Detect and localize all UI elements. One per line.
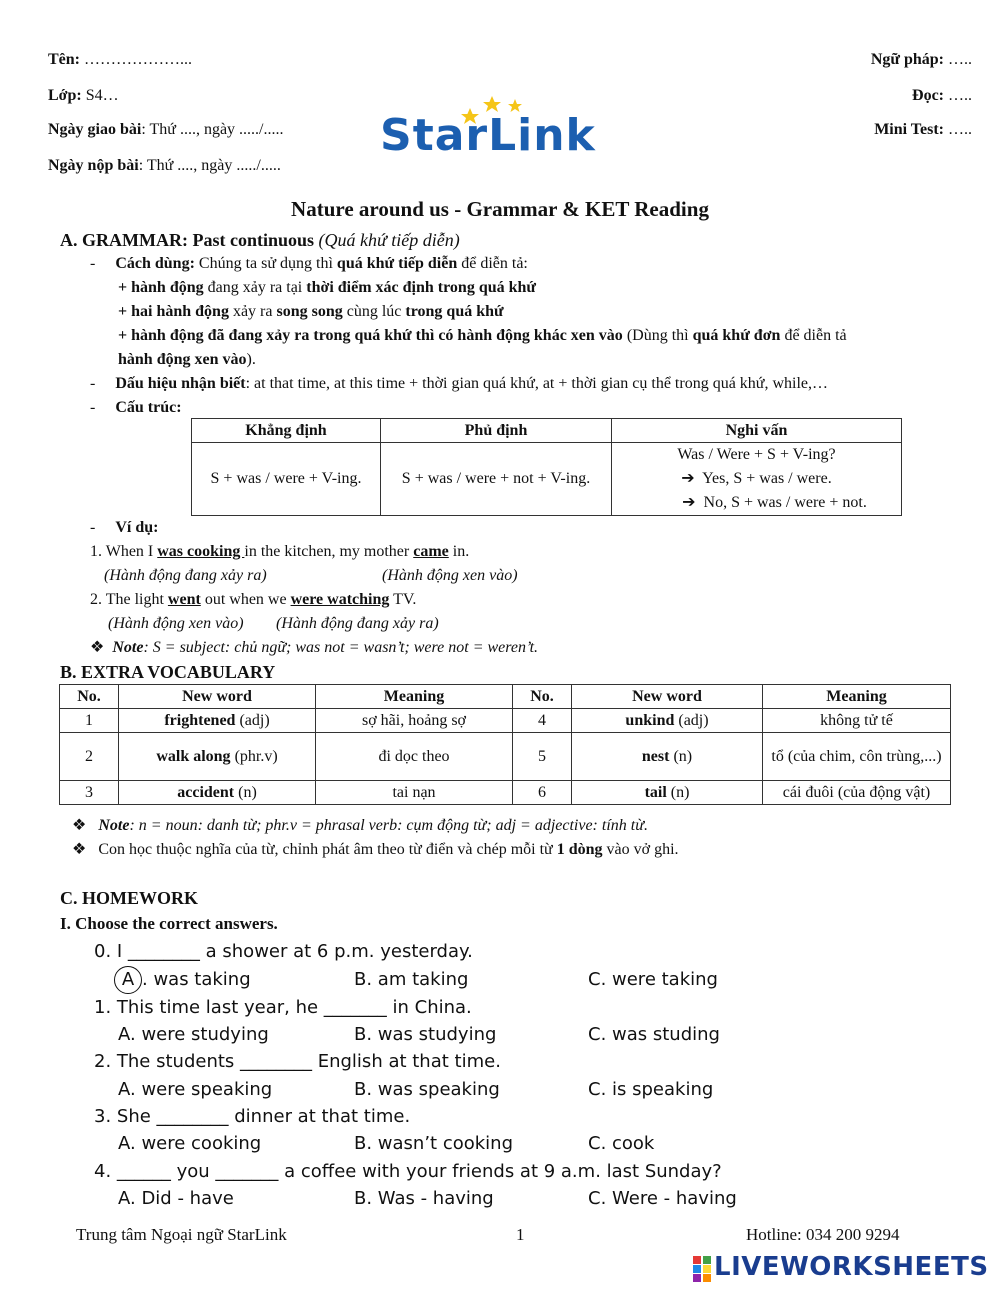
assign-date-field: Ngày giao bài: Thứ ...., ngày ...../.....	[48, 121, 284, 138]
table-header: Nghi vấn	[612, 419, 902, 443]
q4-option-c[interactable]: C. Were - having	[588, 1188, 737, 1209]
page-title: Nature around us - Grammar & KET Reading	[291, 197, 709, 221]
q3-option-a[interactable]: A. were cooking	[118, 1133, 262, 1154]
vocab-note: ❖ Note: n = noun: danh từ; phr.v = phrasal verb: cụm động từ; adj = adjective: tính từ.	[72, 817, 648, 834]
arrow-icon: ➔	[681, 470, 695, 487]
usage-point-1: + hành động đang xảy ra tại thời điểm xác định trong quá khứ	[118, 279, 537, 296]
example-1: 1. When I was cooking in the kitchen, my mother came in.	[90, 543, 470, 560]
table-header: Meaning	[316, 685, 513, 709]
example-2-note-b: (Hành động đang xảy ra)	[276, 615, 439, 632]
q0-option-a[interactable]: A . was taking	[118, 966, 251, 994]
table-row: 2 walk along (phr.v) đi dọc theo 5 nest (n) tổ (của chim, côn trùng,...)	[60, 733, 951, 781]
question-0: 0. I ________ a shower at 6 p.m. yesterday.	[94, 941, 473, 962]
starlink-logo	[380, 94, 620, 166]
q0-option-b[interactable]: B. am taking	[354, 969, 469, 990]
question-1: 1. This time last year, he _______ in China.	[94, 997, 472, 1018]
q3-option-b[interactable]: B. wasn’t cooking	[354, 1133, 514, 1154]
diamond-icon: ❖	[72, 841, 87, 858]
q1-option-b[interactable]: B. was studying	[354, 1024, 497, 1045]
table-header: No.	[513, 685, 572, 709]
table-header: No.	[60, 685, 119, 709]
structure-line: - Cấu trúc:	[90, 399, 182, 416]
diamond-icon: ❖	[90, 639, 105, 656]
signal-line: - Dấu hiệu nhận biết: at that time, at this time + thời gian quá khứ, at + thời gian cụ thể trong quá khứ, while,…	[90, 375, 829, 392]
q4-option-a[interactable]: A. Did - have	[118, 1188, 234, 1209]
table-header: New word	[119, 685, 316, 709]
usage-line: - Cách dùng: Chúng ta sử dụng thì quá khứ tiếp diễn để diễn tả:	[90, 255, 528, 272]
usage-point-2: + hai hành động xảy ra song song cùng lúc trong quá khứ	[118, 303, 504, 320]
arrow-icon: ➔	[682, 494, 696, 511]
table-header: New word	[572, 685, 763, 709]
footer-center-name: Trung tâm Ngoại ngữ StarLink	[76, 1225, 287, 1244]
question-2: 2. The students ________ English at that time.	[94, 1051, 501, 1072]
liveworksheets-watermark: LIVEWORKSHEETS	[714, 1252, 989, 1282]
table-header: Meaning	[763, 685, 951, 709]
example-2-note-a: (Hành động xen vào)	[108, 615, 244, 632]
q3-option-c[interactable]: C. cook	[588, 1133, 655, 1154]
homework-heading: C. HOMEWORK	[60, 888, 198, 908]
vocab-table	[59, 684, 951, 805]
q2-option-c[interactable]: C. is speaking	[588, 1079, 714, 1100]
table-row: 3 accident (n) tai nạn 6 tail (n) cái đuôi (của động vật)	[60, 781, 951, 805]
selected-answer-circle: A	[114, 966, 142, 994]
q2-option-b[interactable]: B. was speaking	[354, 1079, 500, 1100]
example-1-note-a: (Hành động đang xảy ra)	[104, 567, 267, 584]
diamond-icon: ❖	[72, 817, 87, 834]
usage-point-3-cont: hành động xen vào).	[118, 351, 256, 368]
vocab-heading: B. EXTRA VOCABULARY	[60, 662, 276, 682]
grammar-note: ❖ Note: S = subject: chủ ngữ; was not = wasn’t; were not = weren’t.	[90, 639, 539, 656]
q1-option-a[interactable]: A. were studying	[118, 1024, 269, 1045]
usage-point-3: + hành động đã đang xảy ra trong quá khứ thì có hành động khác xen vào (Dùng thì quá khứ đơn để diễn tả	[118, 327, 847, 344]
liveworksheets-logo-icon	[693, 1256, 711, 1282]
page-number: 1	[516, 1225, 525, 1244]
table-header: Khẳng định	[192, 419, 381, 443]
example-label: - Ví dụ:	[90, 519, 159, 536]
class-field: Lớp: S4…	[48, 87, 119, 104]
grammar-score-field: Ngữ pháp: …..	[870, 51, 972, 68]
footer-hotline: Hotline: 034 200 9294	[746, 1225, 900, 1244]
reading-score-field: Đọc: …..	[912, 87, 972, 104]
homework-task: I. Choose the correct answers.	[60, 914, 278, 933]
affirmative-cell: S + was / were + V-ing.	[192, 443, 381, 516]
q2-option-a[interactable]: A. were speaking	[118, 1079, 273, 1100]
q1-option-c[interactable]: C. was studing	[588, 1024, 720, 1045]
q0-option-c[interactable]: C. were taking	[588, 969, 718, 990]
submit-date-field: Ngày nộp bài: Thứ ...., ngày ...../.....	[48, 157, 281, 174]
question-cell: Was / Were + S + V-ing? ➔ Yes, S + was / were. ➔ No, S + was / were + not.	[612, 443, 902, 516]
vocab-tip: ❖ Con học thuộc nghĩa của từ, chỉnh phát âm theo từ điển và chép mỗi từ 1 dòng vào vở ghi.	[72, 841, 679, 858]
structure-table	[191, 418, 902, 516]
table-row: 1 frightened (adj) sợ hãi, hoảng sợ 4 unkind (adj) không tử tế	[60, 709, 951, 733]
minitest-score-field: Mini Test: …..	[874, 121, 972, 138]
example-1-note-b: (Hành động xen vào)	[382, 567, 518, 584]
q4-option-b[interactable]: B. Was - having	[354, 1188, 494, 1209]
logo-text: StarLink	[380, 110, 596, 161]
question-3: 3. She ________ dinner at that time.	[94, 1106, 411, 1127]
negative-cell: S + was / were + not + V-ing.	[381, 443, 612, 516]
grammar-heading: A. GRAMMAR: Past continuous (Quá khứ tiếp diễn)	[60, 230, 460, 250]
name-field: Tên: ………………...	[48, 51, 192, 68]
question-4: 4. ______ you _______ a coffee with your friends at 9 a.m. last Sunday?	[94, 1161, 722, 1182]
table-header: Phủ định	[381, 419, 612, 443]
example-2: 2. The light went out when we were watching TV.	[90, 591, 417, 608]
